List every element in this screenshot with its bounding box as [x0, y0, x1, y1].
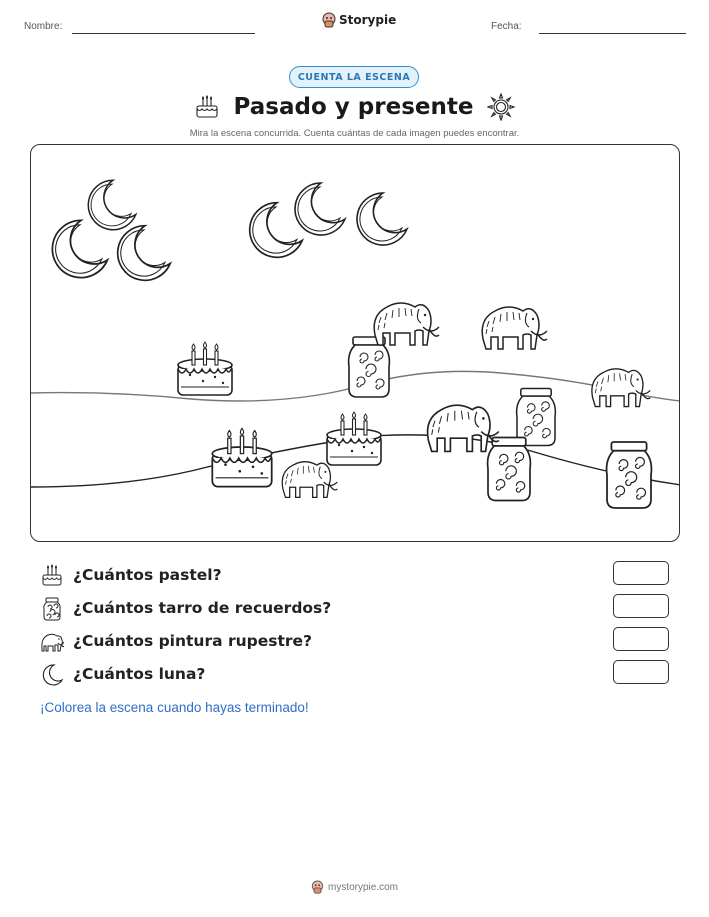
mammoth	[592, 369, 650, 407]
title-row	[0, 90, 709, 124]
answer-box-moon[interactable]	[613, 660, 669, 684]
mammoth-icon	[40, 630, 64, 654]
moon	[118, 226, 171, 281]
question-text: ¿Cuántos pintura rupestre?	[73, 632, 313, 650]
mammoth	[428, 405, 499, 451]
cake	[178, 342, 232, 395]
footer-url[interactable]: mystorypie.com	[327, 881, 398, 893]
instructions: Mira la escena concurrida. Cuenta cuántas de cada imagen puedes encontrar.	[189, 128, 520, 139]
scene-frame[interactable]	[30, 144, 680, 542]
mammoth	[482, 307, 547, 349]
scene-illustration	[31, 145, 680, 542]
cake	[212, 428, 271, 486]
question-row-mammoth	[40, 630, 670, 654]
name-label: Nombre:	[24, 21, 63, 32]
jar	[488, 438, 531, 501]
answer-box-mammoth[interactable]	[613, 627, 669, 651]
cake	[327, 412, 381, 465]
jar	[349, 337, 390, 397]
closing-instruction: ¡Colorea la escena cuando hayas terminado!	[40, 700, 309, 715]
page-title: Pasado y presente	[233, 94, 474, 120]
question-text: ¿Cuántos pastel?	[73, 566, 222, 584]
question-text: ¿Cuántos tarro de recuerdos?	[73, 599, 332, 617]
answer-box-jar[interactable]	[613, 594, 669, 618]
question-row-moon	[40, 663, 670, 687]
question-row-jar	[40, 597, 670, 621]
answer-box-cake[interactable]	[613, 561, 669, 585]
moon	[295, 183, 345, 235]
worksheet-type-badge: CUENTA LA ESCENA	[289, 66, 419, 88]
question-text: ¿Cuántos luna?	[73, 665, 206, 683]
question-row-cake	[40, 564, 670, 588]
cake-icon	[40, 564, 64, 588]
moon	[52, 220, 107, 277]
date-label: Fecha:	[491, 21, 522, 32]
moon	[357, 193, 407, 245]
cake-icon	[194, 94, 220, 120]
storypie-mascot-icon	[311, 880, 324, 894]
sun-icon	[487, 93, 515, 121]
moon	[88, 180, 136, 229]
moon-icon	[40, 663, 64, 687]
mammoth	[282, 462, 337, 498]
date-line[interactable]	[539, 33, 686, 34]
jar	[607, 442, 652, 508]
footer	[0, 880, 709, 894]
jar-icon	[40, 597, 64, 621]
storypie-mascot-icon	[322, 12, 336, 28]
name-line[interactable]	[72, 33, 255, 34]
brand-name: Storypie	[339, 13, 397, 27]
brand-logo	[322, 12, 396, 28]
